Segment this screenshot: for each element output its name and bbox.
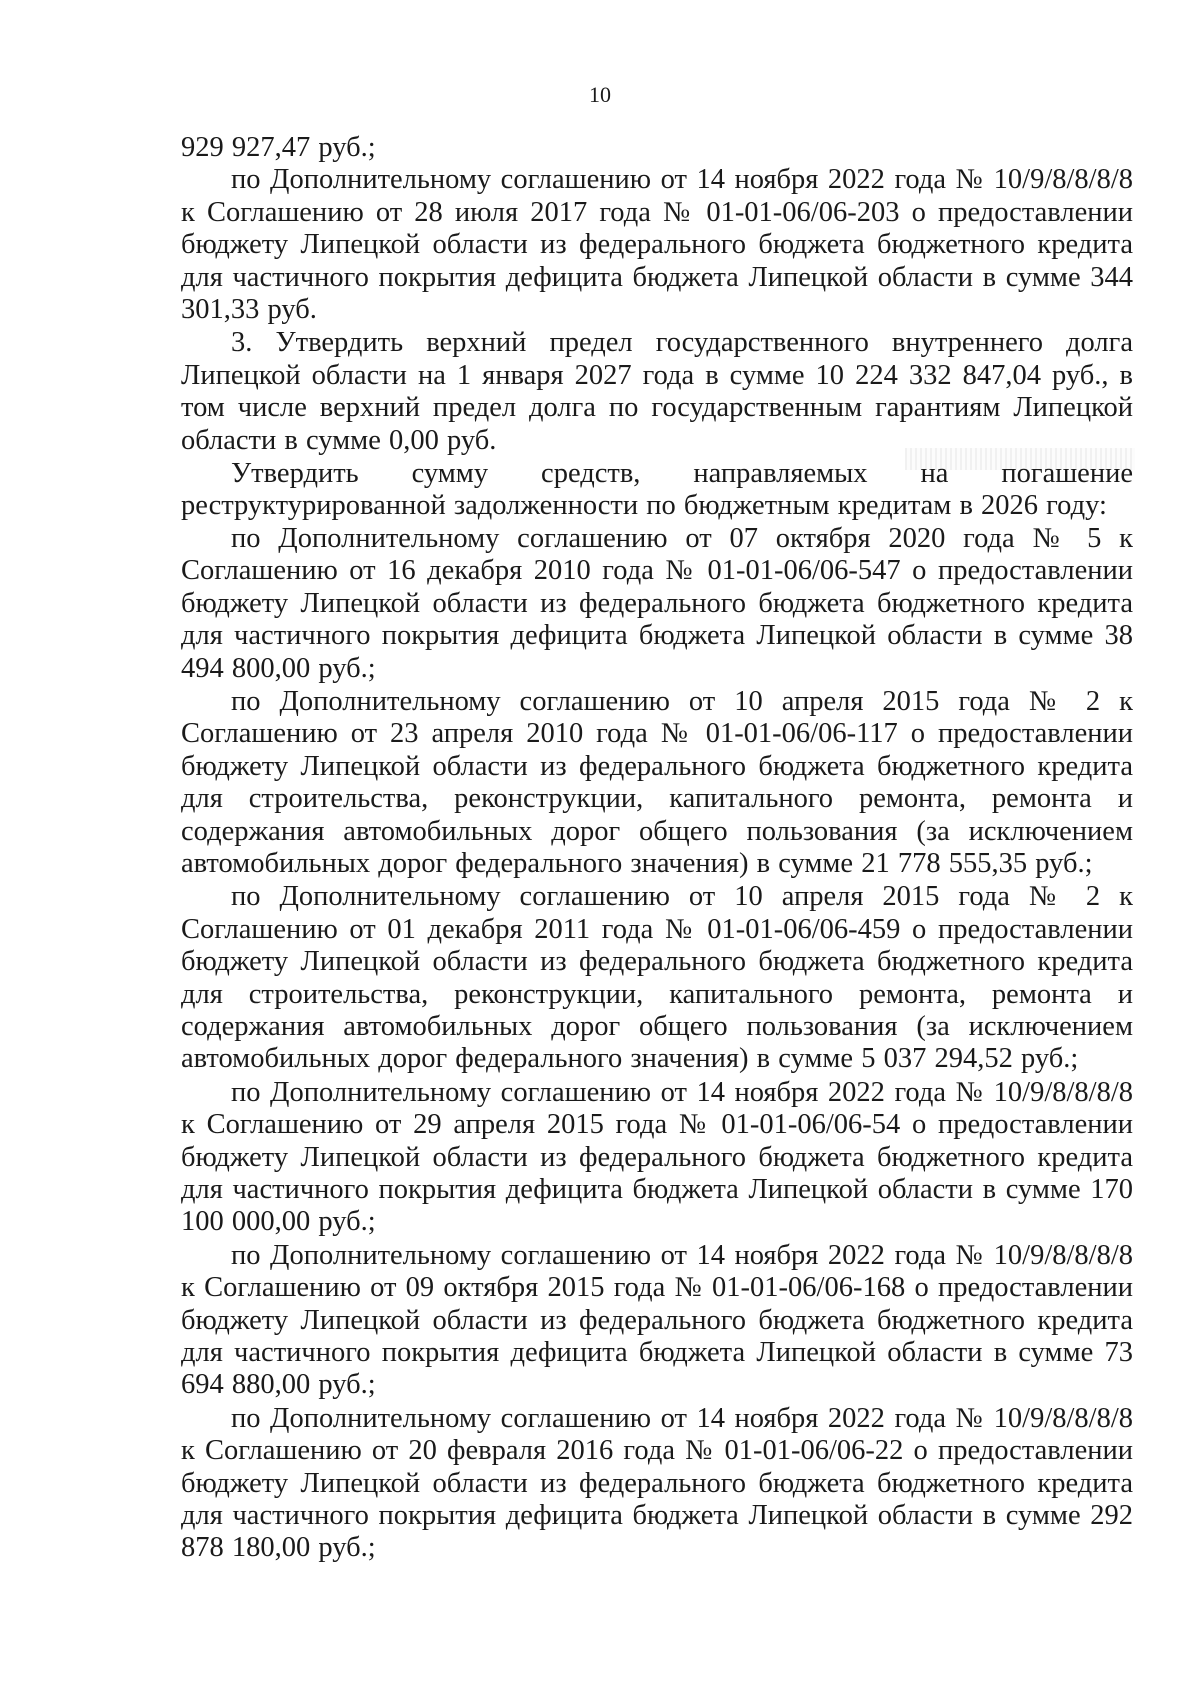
page-number: 10 [589,82,611,107]
paragraph: по Дополнительному соглашению от 10 апреля 2015 года № 2 к Соглашению от 23 апреля 2010 года № 01-01-06/06-117 о предоставлении бюджету Липецкой области из федерального бюджета бюджетного кредита для строительства, реконструкции, капитального ремонта, ремонта и содержания автомобильных дорог общего пользования (за исключением автомобильных дорог федерального значения) в сумме 21 778 555,35 руб.; [181,685,1133,879]
paragraph: по Дополнительному соглашению от 07 октября 2020 года № 5 к Соглашению от 16 декабря 2010 года № 01-01-06/06-547 о предоставлении бюджету Липецкой области из федерального бюджета бюджетного кредита для частичного покрытия дефицита бюджета Липецкой области в сумме 38 494 800,00 руб.; [181,522,1133,684]
paragraph: по Дополнительному соглашению от 14 ноября 2022 года № 10/9/8/8/8/8 к Соглашению от 09 октября 2015 года № 01-01-06/06-168 о предоставлении бюджету Липецкой области из федерального бюджета бюджетного кредита для частичного покрытия дефицита бюджета Липецкой области в сумме 73 694 880,00 руб.; [181,1239,1133,1401]
paragraph: по Дополнительному соглашению от 14 ноября 2022 года № 10/9/8/8/8/8 к Соглашению от 20 февраля 2016 года № 01-01-06/06-22 о предоставлении бюджету Липецкой области из федерального бюджета бюджетного кредита для частичного покрытия дефицита бюджета Липецкой области в сумме 292 878 180,00 руб.; [181,1402,1133,1564]
paragraph: Утвердить сумму средств, направляемых на погашение реструктурированной задолженности по бюджетным кредитам в 2026 году: [181,458,1133,522]
paragraph: 3. Утвердить верхний предел государственного внутреннего долга Липецкой области на 1 января 2027 года в сумме 10 224 332 847,04 руб., в том числе верхний предел долга по государственным гарантиям Липецкой области в сумме 0,00 руб. [181,327,1133,456]
document-body [181,132,1133,1565]
paragraph: 929 927,47 руб.; [181,132,376,163]
paragraph: по Дополнительному соглашению от 10 апреля 2015 года № 2 к Соглашению от 01 декабря 2011 года № 01-01-06/06-459 о предоставлении бюджету Липецкой области из федерального бюджета бюджетного кредита для строительства, реконструкции, капитального ремонта, ремонта и содержания автомобильных дорог общего пользования (за исключением автомобильных дорог федерального значения) в сумме 5 037 294,52 руб.; [181,881,1133,1075]
paragraph: по Дополнительному соглашению от 14 ноября 2022 года № 10/9/8/8/8/8 к Соглашению от 29 апреля 2015 года № 01-01-06/06-54 о предоставлении бюджету Липецкой области из федерального бюджета бюджетного кредита для частичного покрытия дефицита бюджета Липецкой области в сумме 170 100 000,00 руб.; [181,1076,1133,1238]
paragraph: по Дополнительному соглашению от 14 ноября 2022 года № 10/9/8/8/8/8 к Соглашению от 28 июля 2017 года № 01-01-06/06-203 о предоставлении бюджету Липецкой области из федерального бюджета бюджетного кредита для частичного покрытия дефицита бюджета Липецкой области в сумме 344 301,33 руб. [181,164,1133,326]
